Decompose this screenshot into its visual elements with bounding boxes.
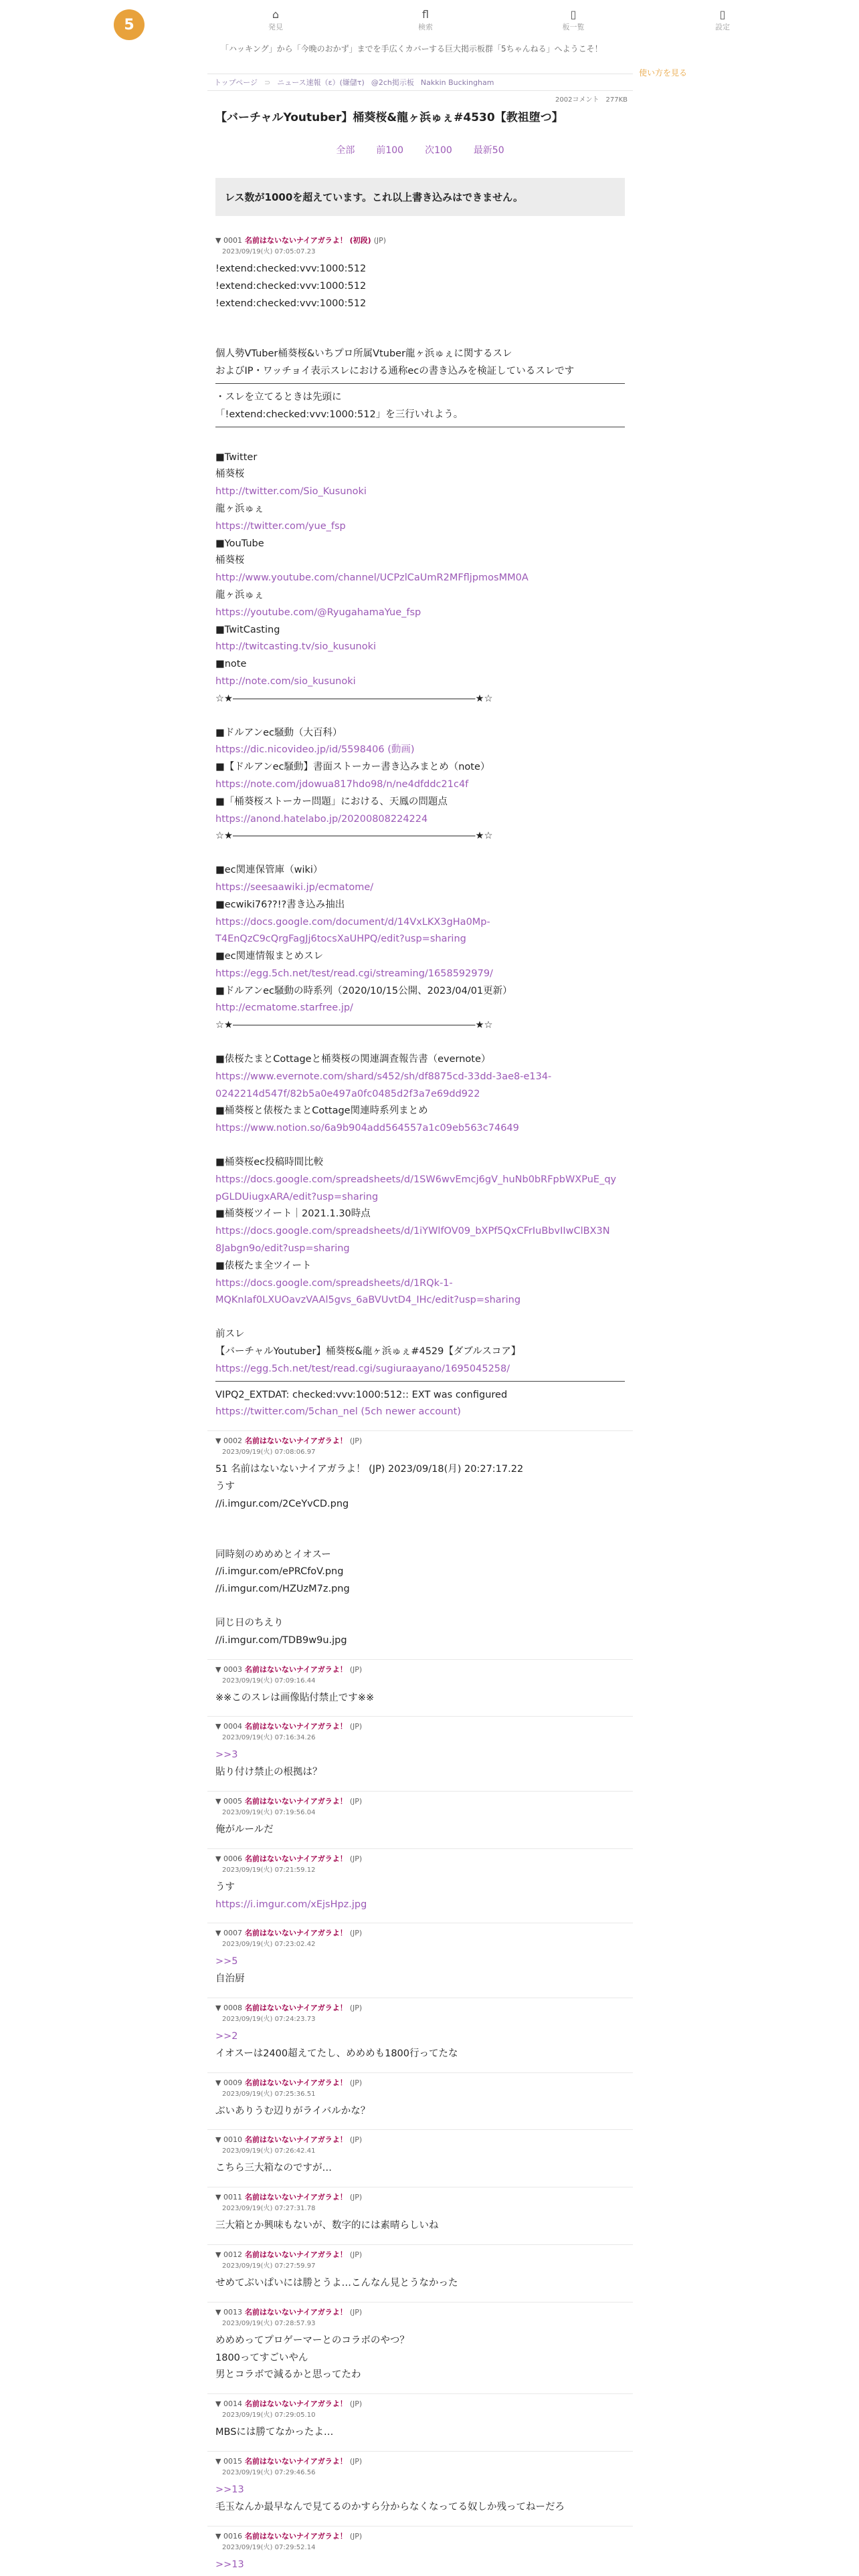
- post: [207, 2245, 633, 2302]
- poster-name: 名前はないないナイアガラよ！: [244, 1796, 347, 1806]
- post: [207, 1923, 633, 1998]
- post-line: ☆★―――――――――――――――――――――――――★☆: [215, 1020, 493, 1031]
- post-line: 51 名前はないないナイアガラよ！ (JP) 2023/09/18(月) 20:27:17.22: [215, 1464, 524, 1475]
- compass-icon: ⌂: [272, 8, 280, 21]
- poster-region: (JP): [349, 1722, 363, 1731]
- post-link[interactable]: >>13: [215, 2559, 244, 2570]
- post-line: ■ec関連保管庫（wiki）: [215, 865, 323, 876]
- post-line: 1800ってすごいやん: [215, 2352, 308, 2363]
- poster-region: (JP): [349, 1854, 363, 1863]
- post-link[interactable]: https://i.imgur.com/xEjsHpz.jpg: [215, 1899, 367, 1910]
- post-line: 「!extend:checked:vvv:1000:512」を三行いれよう。: [215, 409, 464, 420]
- post-header: [215, 2456, 625, 2466]
- post: [207, 1849, 633, 1924]
- post-line: 同じ日のちえり: [215, 1618, 284, 1628]
- breadcrumb: [207, 74, 633, 91]
- post-link[interactable]: http://www.youtube.com/channel/UCPzlCaUmR2MFfljpmosMM0A: [215, 572, 529, 584]
- post-header: [215, 1664, 625, 1675]
- poster-name: 名前はないないナイアガラよ！: [244, 1854, 347, 1863]
- post-line: ■Twitter: [215, 451, 258, 463]
- post-link[interactable]: https://egg.5ch.net/test/read.cgi/sugiuraayano/1695045258/: [215, 1363, 510, 1374]
- breadcrumb-separator: ⊃: [264, 78, 271, 87]
- nav-discover[interactable]: [256, 8, 296, 32]
- nav-label: 検索: [418, 23, 433, 31]
- post-line: [215, 1598, 625, 1615]
- nav-settings[interactable]: [702, 8, 743, 32]
- breadcrumb-user[interactable]: Nakkin Buckingham: [420, 78, 494, 87]
- poster-name: 名前はないないナイアガラよ！: [244, 2307, 347, 2317]
- post-number[interactable]: ▼ 0013: [215, 2307, 242, 2317]
- list-icon: ▯: [570, 8, 577, 21]
- post-line: ■ec関連情報まとめスレ: [215, 951, 324, 962]
- post-link[interactable]: >>3: [215, 1749, 238, 1761]
- post-header: [215, 2249, 625, 2260]
- post-line: ■【ドルアンec騒動】書面ストーカー書き込みまとめ（note）: [215, 762, 490, 773]
- post-line: 三大箱とか興味もないが、数字的には素晴らしいね: [215, 2220, 439, 2232]
- post-line: ■「桶葵桜ストーカー問題」における、天鳳の問題点: [215, 796, 448, 807]
- thread-meta: 2002コメント 277KB: [555, 96, 628, 104]
- post-line: ・スレを立てるときは先頭に: [215, 391, 342, 403]
- post-number[interactable]: ▼ 0009: [215, 2078, 242, 2087]
- post-date: 2023/09/19(火) 07:27:59.97: [222, 2262, 316, 2270]
- post-line: [215, 433, 625, 449]
- poster-name: 名前はないないナイアガラよ！: [244, 2193, 347, 2202]
- post-date: 2023/09/19(火) 07:25:36.51: [222, 2090, 316, 2098]
- post-date: 2023/09/19(火) 07:21:59.12: [222, 1866, 316, 1874]
- post-date: 2023/09/19(火) 07:24:23.73: [222, 2015, 316, 2023]
- poster-name: 名前はないないナイアガラよ！: [244, 2003, 347, 2012]
- post-header: [215, 2191, 625, 2202]
- poster-name: 名前はないないナイアガラよ！: [244, 2399, 347, 2409]
- post-line: ■俵桜たまとCottageと桶葵桜の関連調査報告書（evernote）: [215, 1054, 491, 1065]
- post-link[interactable]: https://twitter.com/5chan_nel (5ch newer account): [215, 1406, 461, 1418]
- post-link[interactable]: https://twitter.com/yue_fsp: [215, 520, 346, 532]
- post-link[interactable]: https://www.notion.so/6a9b904add564557a1c09eb563c74649: [215, 1123, 519, 1134]
- post-line: [215, 1530, 625, 1547]
- post: [207, 2302, 633, 2394]
- nav-label: 板一覧: [562, 23, 585, 31]
- post-list: [207, 231, 633, 2576]
- divider: [215, 1381, 625, 1382]
- post-number[interactable]: ▼ 0002: [215, 1436, 242, 1446]
- post-header: [215, 235, 625, 245]
- search-icon: fl: [421, 8, 430, 21]
- breadcrumb-site[interactable]: @2ch掲示板: [371, 78, 414, 87]
- post-line: [215, 329, 625, 346]
- post-link[interactable]: https://youtube.com/@RyugahamaYue_fsp: [215, 607, 421, 618]
- post-line: ■note: [215, 659, 247, 670]
- post-line: ■TwitCasting: [215, 624, 280, 635]
- post-line: [215, 708, 625, 725]
- post-link[interactable]: https://seesaawiki.jp/ecmatome/: [215, 881, 374, 893]
- post-link[interactable]: https://docs.google.com/spreadsheets/d/1iYWlfOV09_bXPf5QxCFrIuBbvIIwClBX3N: [215, 1226, 610, 1237]
- poster-name: 名前はないないナイアガラよ！: [244, 2456, 347, 2466]
- post-header: [215, 1721, 625, 1731]
- poster-region: (JP): [349, 1929, 363, 1938]
- site-logo[interactable]: 5: [114, 9, 145, 40]
- post-line: ☆★―――――――――――――――――――――――――★☆: [215, 831, 493, 842]
- post-link[interactable]: https://docs.google.com/spreadsheets/d/1SW6wvEmcj6gV_huNb0bRFpbWXPuE_qy: [215, 1174, 617, 1185]
- post-line: ☆★―――――――――――――――――――――――――★☆: [215, 693, 493, 704]
- post-line: 貼り付け禁止の根拠は？: [215, 1767, 322, 1778]
- post-line: [215, 1138, 625, 1154]
- post-line: !extend:checked:vvv:1000:512: [215, 298, 367, 309]
- post-link[interactable]: 0242214d547f/82b5a0e497a0fc0485d2f3a7e69dd922: [215, 1088, 480, 1099]
- post-link[interactable]: >>13: [215, 2484, 244, 2495]
- post-link[interactable]: 8Jabgn9o/edit?usp=sharing: [215, 1243, 350, 1255]
- post-line: !extend:checked:vvv:1000:512: [215, 263, 367, 274]
- thread-container: [207, 74, 633, 2576]
- post-link[interactable]: https://www.evernote.com/shard/s452/sh/df8875cd-33dd-3ae8-e134-: [215, 1071, 552, 1082]
- pager-prev[interactable]: 前100: [376, 145, 404, 156]
- gear-icon: ▯: [719, 8, 726, 21]
- post-line: 俺がルールだ: [215, 1824, 274, 1835]
- post-line: 桶葵桜: [215, 555, 245, 566]
- post-link[interactable]: MQKnIaf0LXUOavzVAAl5gvs_6aBVUvtD4_IHc/edit?usp=sharing: [215, 1295, 521, 1306]
- post-body: [215, 2557, 625, 2574]
- post-line: ■桶葵桜ec投稿時間比較: [215, 1157, 324, 1168]
- post-header: [215, 2398, 625, 2409]
- post-header: [215, 2531, 625, 2541]
- post-line: 毛玉なんか最早なんで見てるのかすら分からなくなってる奴しか残ってねーだろ: [215, 2501, 565, 2512]
- post-body: [215, 2333, 625, 2384]
- poster-region: (JP): [349, 2135, 363, 2145]
- post-link[interactable]: http://ecmatome.starfree.jp/: [215, 1002, 353, 1014]
- post-line: 龍ヶ浜ゅぇ: [215, 503, 264, 514]
- post-date: 2023/09/19(火) 07:29:52.14: [222, 2543, 316, 2551]
- poster-region: (JP): [373, 236, 387, 245]
- post-number[interactable]: ▼ 0011: [215, 2193, 242, 2202]
- post-number[interactable]: ▼ 0014: [215, 2399, 242, 2409]
- post-body: [215, 2218, 625, 2235]
- post-link[interactable]: >>2: [215, 2030, 238, 2042]
- post-body: [215, 1690, 625, 1707]
- post-line: [215, 1513, 625, 1530]
- nav-board-list[interactable]: [553, 8, 593, 32]
- post-line: !extend:checked:vvv:1000:512: [215, 280, 367, 292]
- post-number[interactable]: ▼ 0003: [215, 1665, 242, 1674]
- post-link[interactable]: >>5: [215, 1956, 238, 1967]
- post-body: [215, 2424, 625, 2442]
- post-line: 男とコラボで減るかと思ってたわ: [215, 2369, 361, 2381]
- post-link[interactable]: https://docs.google.com/document/d/14VxLKX3gHa0Mp-: [215, 916, 490, 928]
- poster-region: (JP): [349, 1665, 363, 1674]
- post-number[interactable]: ▼ 0008: [215, 2003, 242, 2012]
- post-date: 2023/09/19(火) 07:28:57.93: [222, 2319, 316, 2327]
- poster-name: 名前はないないナイアガラよ！: [244, 1722, 347, 1731]
- poster-name: 名前はないないナイアガラよ！ (初段): [244, 236, 371, 245]
- post-body: [215, 2103, 625, 2121]
- post-header: [215, 2002, 625, 2013]
- post-link[interactable]: https://anond.hatelabo.jp/20200808224224: [215, 813, 428, 825]
- post-header: [215, 2077, 625, 2088]
- post: [207, 1660, 633, 1717]
- post-line: VIPQ2_EXTDAT: checked:vvv:1000:512:: EXT was configured: [215, 1389, 508, 1400]
- post-header: [215, 1927, 625, 1938]
- post-number[interactable]: ▼ 0012: [215, 2250, 242, 2259]
- post-number[interactable]: ▼ 0001: [215, 236, 242, 245]
- post-date: 2023/09/19(火) 07:05:07.23: [222, 248, 316, 255]
- post-link[interactable]: pGLDUiugxARA/edit?usp=sharing: [215, 1191, 379, 1202]
- post: [207, 1998, 633, 2073]
- post-link[interactable]: http://twitter.com/Sio_Kusunoki: [215, 486, 367, 498]
- pager-next[interactable]: 次100: [425, 145, 452, 156]
- thread-title: 【バーチャルYoutuber】桶葵桜&龍ヶ浜ゅぇ#4530【教祖堕つ】: [215, 111, 563, 124]
- poster-name: 名前はないないナイアガラよ！: [244, 1665, 347, 1674]
- poster-region: (JP): [349, 2003, 363, 2012]
- post-line: ■ecwiki76??!?書き込み抽出: [215, 899, 345, 910]
- post-line: ぶいありうむ辺りがライバルかな？: [215, 2105, 371, 2117]
- post-line: ■桶葵桜と俵桜たまとCottage関連時系列まとめ: [215, 1105, 428, 1117]
- post-line: イオスーは2400超えてたし、めめめも1800行ってたな: [215, 2048, 458, 2059]
- post-link[interactable]: T4EnQzC9cQrgFagJj6tocsXaUHPQ/edit?usp=sharing: [215, 934, 466, 945]
- post-date: 2023/09/19(火) 07:09:16.44: [222, 1677, 316, 1685]
- post: [207, 231, 633, 1431]
- post-line: うす: [215, 1481, 235, 1493]
- post-body: [215, 2275, 625, 2292]
- top-bar: [0, 0, 859, 43]
- poster-region: (JP): [349, 2399, 363, 2409]
- post-link[interactable]: https://note.com/jdowua817hdo98/n/ne4dfddc21c4f: [215, 778, 469, 790]
- post-number[interactable]: ▼ 0010: [215, 2135, 242, 2145]
- poster-region: (JP): [349, 1796, 363, 1806]
- post-date: 2023/09/19(火) 07:26:42.41: [222, 2147, 316, 2155]
- post-link[interactable]: http://note.com/sio_kusunoki: [215, 675, 356, 687]
- post: [207, 2073, 633, 2131]
- post: [207, 2394, 633, 2452]
- post-line: 桶葵桜: [215, 469, 245, 480]
- poster-name: 名前はないないナイアガラよ！: [244, 2135, 347, 2145]
- post: [207, 2187, 633, 2245]
- poster-name: 名前はないないナイアガラよ！: [244, 2250, 347, 2259]
- poster-region: (JP): [349, 2307, 363, 2317]
- nav-label: 発見: [268, 23, 283, 31]
- poster-region: (JP): [349, 2456, 363, 2466]
- post-line: [215, 1035, 625, 1051]
- post-date: 2023/09/19(火) 07:23:02.42: [222, 1941, 316, 1949]
- post-link[interactable]: https://dic.nicovideo.jp/id/5598406 (動画): [215, 744, 415, 756]
- post: [207, 1717, 633, 1792]
- post-line: [215, 1309, 625, 1326]
- post: [207, 1431, 633, 1659]
- post-body: [215, 2482, 625, 2516]
- post-link[interactable]: https://egg.5ch.net/test/read.cgi/streaming/1658592979/: [215, 968, 493, 979]
- post-line: 個人勢VTuber桶葵桜&いちプロ所属Vtuber龍ヶ浜ゅぇに関するスレ: [215, 348, 512, 360]
- post-date: 2023/09/19(火) 07:16:34.26: [222, 1734, 316, 1742]
- nav-search[interactable]: [405, 8, 446, 32]
- post-body: [215, 1461, 625, 1649]
- breadcrumb-board[interactable]: ニュース速報（ε）(嫌儲τ): [277, 78, 365, 87]
- poster-region: (JP): [349, 2193, 363, 2202]
- poster-region: (JP): [349, 1436, 363, 1446]
- post-number[interactable]: ▼ 0016: [215, 2531, 242, 2541]
- post: [207, 2527, 633, 2576]
- post-line: //i.imgur.com/TDB9w9u.jpg: [215, 1634, 347, 1646]
- poster-region: (JP): [349, 2250, 363, 2259]
- poster-region: (JP): [349, 2531, 363, 2541]
- post-body: [215, 1822, 625, 1839]
- post-line: 前スレ: [215, 1329, 245, 1340]
- post-number[interactable]: ▼ 0005: [215, 1796, 242, 1806]
- poster-region: (JP): [349, 2078, 363, 2087]
- welcome-marquee: 「ハッキング」から「今晩のおかず」までを手広くカバーする巨大掲示板群「5ちゃんねる」へようこそ！: [221, 44, 603, 53]
- post-date: 2023/09/19(火) 07:29:46.56: [222, 2468, 316, 2476]
- post-line: うす: [215, 1881, 235, 1893]
- post: [207, 1792, 633, 1849]
- post-line: 同時刻のめめめとイオスー: [215, 1549, 331, 1560]
- poster-name: 名前はないないナイアガラよ！: [244, 1929, 347, 1938]
- post-number[interactable]: ▼ 0015: [215, 2456, 242, 2466]
- post-link[interactable]: http://twitcasting.tv/sio_kusunoki: [215, 641, 377, 653]
- post-header: [215, 2134, 625, 2145]
- post-number[interactable]: ▼ 0004: [215, 1722, 242, 1731]
- post-header: [215, 2306, 625, 2317]
- divider: [215, 383, 625, 384]
- post-line: //i.imgur.com/ePRCfoV.png: [215, 1566, 344, 1578]
- post-line: およびIP・ワッチョイ表示スレにおける通称ecの書き込みを検証しているスレです: [215, 366, 575, 377]
- pager-latest[interactable]: 最新50: [473, 145, 504, 156]
- poster-name: 名前はないないナイアガラよ！: [244, 2531, 347, 2541]
- post-line: ■ドルアンec騒動の時系列（2020/10/15公開、2023/04/01更新）: [215, 985, 512, 996]
- post-header: [215, 1853, 625, 1864]
- post-header: [215, 1435, 625, 1446]
- post-line: MBSには勝てなかったよ…: [215, 2427, 334, 2438]
- post: [207, 2452, 633, 2527]
- post-line: 自治厨: [215, 1973, 245, 1985]
- nav-label: 設定: [715, 23, 730, 31]
- post-line: 【バーチャルYoutuber】桶葵桜&龍ヶ浜ゅぇ#4529【ダブルスコア】: [215, 1346, 521, 1358]
- post-line: めめめってプロゲーマーとのコラボのやつ？: [215, 2335, 409, 2346]
- post-date: 2023/09/19(火) 07:19:56.04: [222, 1808, 316, 1816]
- post-header: [215, 1796, 625, 1806]
- post-line: [215, 312, 625, 329]
- post-link[interactable]: https://docs.google.com/spreadsheets/d/1RQk-1-: [215, 1277, 453, 1289]
- post-number[interactable]: ▼ 0006: [215, 1854, 242, 1863]
- poster-name: 名前はないないナイアガラよ！: [244, 2078, 347, 2087]
- post-line: ※※このスレは画像貼付禁止です※※: [215, 1692, 375, 1703]
- post-line: ■ドルアンec騒動（大百科）: [215, 727, 343, 738]
- post-line: [215, 845, 625, 862]
- pager: [207, 134, 633, 173]
- post-line: ■俵桜たま全ツイート: [215, 1260, 312, 1271]
- post-line: 龍ヶ浜ゅぇ: [215, 589, 264, 601]
- post-body: [215, 1747, 625, 1782]
- breadcrumb-top[interactable]: トップページ: [214, 78, 258, 87]
- pager-all[interactable]: 全部: [336, 145, 355, 156]
- post-line: こちら三大箱なのですが…: [215, 2163, 332, 2174]
- post-body: [215, 1953, 625, 1988]
- post-line: せめてぶいぱいには勝とうよ…こんなん見とうなかった: [215, 2277, 458, 2288]
- post-body: [215, 261, 625, 1421]
- post-date: 2023/09/19(火) 07:29:05.10: [222, 2411, 316, 2420]
- post-body: [215, 1879, 625, 1914]
- poster-name: 名前はないないナイアガラよ！: [244, 1436, 347, 1446]
- post-date: 2023/09/19(火) 07:27:31.78: [222, 2205, 316, 2213]
- post-line: ■桶葵桜ツイート｜2021.1.30時点: [215, 1208, 371, 1220]
- post-body: [215, 2028, 625, 2063]
- post-line: //i.imgur.com/HZUzM7z.png: [215, 1584, 350, 1595]
- help-link[interactable]: 使い方を見る: [639, 68, 688, 78]
- post-body: [215, 2160, 625, 2177]
- post-line: ■YouTube: [215, 538, 264, 549]
- post-number[interactable]: ▼ 0007: [215, 1929, 242, 1938]
- post-line: //i.imgur.com/2CeYvCD.png: [215, 1498, 349, 1509]
- post: [207, 2130, 633, 2187]
- post-date: 2023/09/19(火) 07:08:06.97: [222, 1448, 316, 1457]
- limit-warning: レス数が1000を超えています。これ以上書き込みはできません。: [215, 178, 625, 216]
